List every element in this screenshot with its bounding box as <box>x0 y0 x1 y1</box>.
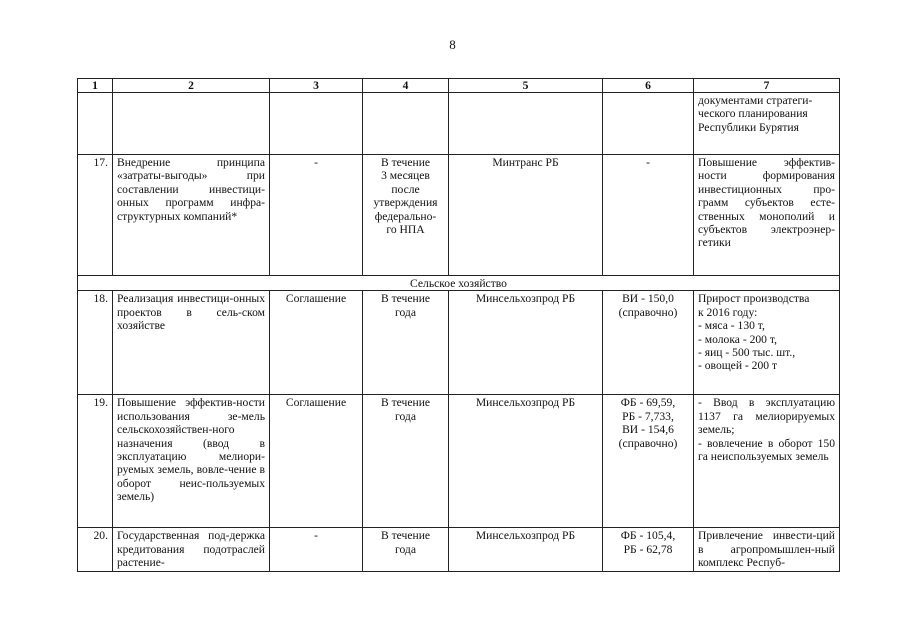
column-header: 5 <box>449 79 603 93</box>
term-line: федерально- <box>374 209 437 223</box>
funding-line: ФБ - 69,59, <box>620 396 676 410</box>
result-line: документами стратеги- <box>698 94 813 107</box>
result-cell: Привлечение инвести-ций в агропромышлен-ный комплекс Респуб- <box>694 528 840 572</box>
column-header: 3 <box>270 79 363 93</box>
column-header: 1 <box>78 79 113 93</box>
mechanism-cell: Соглашение <box>270 395 363 528</box>
column-number-row <box>78 79 840 93</box>
row-number: 19. <box>78 395 113 528</box>
row-number: 17. <box>78 155 113 276</box>
result-cell <box>694 291 840 395</box>
term-line: В течение <box>380 156 431 169</box>
term-cell <box>363 528 449 572</box>
executor-cell: Минсельхозпрод РБ <box>449 291 603 395</box>
measure-cell: Государственная под-держка кредитования подотраслей растение- <box>113 528 270 572</box>
measure-cell: Реализация инвестици-онных проектов в сель-ском хозяйстве <box>113 291 270 395</box>
table-row <box>78 291 840 395</box>
column-header: 2 <box>113 79 270 93</box>
table-row-continuation <box>78 93 840 155</box>
executor-cell: Минтранс РБ <box>449 155 603 276</box>
result-line: Прирост производства <box>698 292 810 306</box>
section-row <box>78 276 840 291</box>
result-item: - Ввод в эксплуатацию 1137 га мелиорируемых земель; <box>698 396 835 437</box>
result-line: Республики Бурятия <box>698 120 799 134</box>
measure-cell: Внедрение принципа «затраты-выгоды» при составлении инвестици-онных программ инфра-структурных компаний* <box>113 155 270 276</box>
funding-line: РБ - 62,78 <box>623 542 673 556</box>
mechanism-cell: - <box>270 155 363 276</box>
funding-cell <box>603 528 694 572</box>
funding-cell: - <box>603 155 694 276</box>
column-header: 6 <box>603 79 694 93</box>
column-header: 4 <box>363 79 449 93</box>
funding-line: ФБ - 105,4, <box>620 529 676 543</box>
executor-cell: Минсельхозпрод РБ <box>449 528 603 572</box>
term-line: В течение <box>380 529 431 543</box>
term-line: В течение <box>380 292 431 306</box>
result-line: к 2016 году: <box>698 305 758 319</box>
mechanism-cell: Соглашение <box>270 291 363 395</box>
term-line: года <box>395 409 416 423</box>
measures-table <box>77 78 840 572</box>
mechanism-cell: - <box>270 528 363 572</box>
table-row <box>78 395 840 528</box>
column-header: 7 <box>694 79 840 93</box>
term-cell <box>363 155 449 276</box>
term-line: 3 месяцев <box>381 169 430 183</box>
term-line: утверждения <box>373 196 438 210</box>
term-cell <box>363 395 449 528</box>
funding-line: ВИ - 154,6 <box>622 423 674 437</box>
funding-cell <box>603 395 694 528</box>
executor-cell: Минсельхозпрод РБ <box>449 395 603 528</box>
result-line: ческого планирования <box>698 107 808 121</box>
term-line: го НПА <box>386 223 425 237</box>
funding-line: РБ - 7,733, <box>622 409 674 423</box>
term-line: года <box>395 542 416 556</box>
funding-cell <box>603 291 694 395</box>
result-line: - молока - 200 т, <box>698 332 777 346</box>
table-row <box>78 155 840 276</box>
result-cell <box>694 395 840 528</box>
term-line: после <box>391 182 420 196</box>
page-number: 8 <box>449 37 456 52</box>
row-number: 18. <box>78 291 113 395</box>
result-cell <box>694 93 840 155</box>
row-number: 20. <box>78 528 113 572</box>
funding-line: (справочно) <box>618 436 678 450</box>
result-line: - яиц - 500 тыс. шт., <box>698 346 796 360</box>
table-row <box>78 528 840 572</box>
measure-cell: Повышение эффектив-ности использования зе-мель сельскохозяйствен-ного назначения (ввод в эксплуатацию мелиори-руемых земель, вовле-чение в оборот неис-пользуемых земель) <box>113 395 270 528</box>
term-cell <box>363 291 449 395</box>
term-line: В течение <box>380 396 431 410</box>
result-cell: Повышение эффектив-ности формирования инвестиционных про-грамм субъектов есте-ственных монополий и субъектов электроэнер-гетики <box>694 155 840 276</box>
funding-line: (справочно) <box>618 305 678 319</box>
section-title: Сельское хозяйство <box>78 276 840 291</box>
result-line: - овощей - 200 т <box>698 359 778 373</box>
result-item: - вовлечение в оборот 150 га неиспользуемых земель <box>698 436 835 464</box>
term-line: года <box>395 305 416 319</box>
result-line: - мяса - 130 т, <box>698 319 765 333</box>
funding-line: ВИ - 150,0 <box>622 292 674 306</box>
